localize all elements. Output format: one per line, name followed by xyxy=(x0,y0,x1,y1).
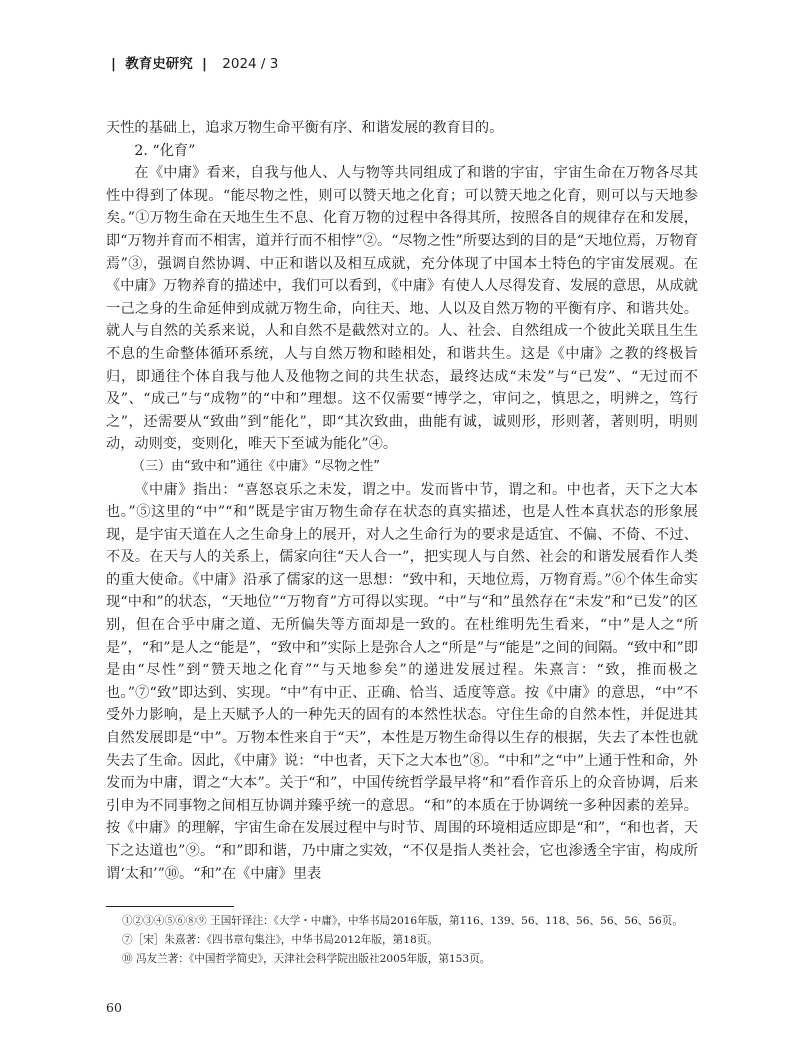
issue-number: 2024 / 3 xyxy=(222,56,279,72)
footnote: ①②③④⑤⑥⑧⑨ 王国轩译注：《大学・中庸》，中华书局2016年版，第116、139、56、118、56、56、56、56页。 xyxy=(122,915,683,927)
footnote: ⑦［宋］朱熹著：《四书章句集注》，中华书局2012年版，第18页。 xyxy=(122,934,438,946)
header-bar-right: | xyxy=(202,56,207,72)
paragraph: 《中庸》指出：“喜怒哀乐之未发，谓之中。发而皆中节，谓之和。中也者，天下之大本也。”⑤这里的“中”“和”既是宇宙万物生命存在状态的真实描述，也是人性本真状态的形象展现，是宇宙天道在人之生命身上的展开，对人之生命行为的要求是适宜、不偏、不倚、不过、不及。在天与人的关系上，儒家向往“天人合一”，把实现人与自然、社会的和谐发展看作人类的重大使命。《中庸》沿承了儒家的这一思想：“致中和，天地位焉，万物育焉。”⑥个体生命实现“中和”的状态，“天地位”“万物育”方可得以实现。“中”与“和”虽然存在“未发”和“已发”的区别，但在合乎中庸之道、无所偏失等方面却是一致的。在杜维明先生看来，“中”是人之“所是”，“和”是人之“能是”，“致中和”实际上是弥合人之“所是”与“能是”之间的间隔。“致中和”即是由“尽性”到“赞天地之化育”“与天地参矣”的递进发展过程。朱熹言：“致，推而极之也。”⑦“致”即达到、实现。“中”有中正、正确、恰当、适度等意。按《中庸》的意思，“中”不受外力影响，是上天赋予人的一种先天的固有的本然性状态。守住生命的自然本性，并促进其自然发展即是“中”。万物本性来自于“天”，本性是万物生命得以生存的根据，失去了本性也就失去了生命。因此，《中庸》说：“中也者，天下之大本也”⑧。“中和”之“中”上通于性和命，外发而为中庸，谓之“大本”。关于“和”，中国传统哲学最早将“和”看作音乐上的众音协调，后来引申为不同事物之间相互协调并臻乎统一的意思。“和”的本质在于协调统一多种因素的差异。按《中庸》的理解，宇宙生命在发展过程中与时节、周围的环境相适应即是“和”，“和也者，天下之达道也”⑨。“和”即和谐，乃中庸之实效，“不仅是指人类社会，它也渗透全宇宙，构成所谓‘太和’”⑩。“和”在《中庸》里表 xyxy=(106,481,698,882)
footnote-divider xyxy=(106,906,234,907)
journal-name: 教育史研究 xyxy=(125,56,193,72)
paragraph-continuation: 天性的基础上，追求万物生命平衡有序、和谐发展的教育目的。 xyxy=(106,120,504,136)
subsection-heading: （三）由“致中和”通往《中庸》“尽物之性” xyxy=(132,458,380,474)
page-number: 60 xyxy=(106,1000,122,1015)
footnotes xyxy=(122,912,698,969)
header-bar-left: | xyxy=(111,56,116,72)
footnote: ⑩ 冯友兰著：《中国哲学简史》，天津社会科学院出版社2005年版，第153页。 xyxy=(122,953,491,965)
paragraph: 在《中庸》看来，自我与他人、人与物等共同组成了和谐的宇宙，宇宙生命在万物各尽其性中得到了体现。“能尽物之性，则可以赞天地之化育；可以赞天地之化育，则可以与天地参矣。”①万物生命在天地生生不息、化育万物的过程中各得其所，按照各自的规律存在和发展，即“万物并育而不相害，道并行而不相悖”②。“尽物之性”所要达到的目的是“天地位焉，万物育焉”③，强调自然协调、中正和谐以及相互成就，充分体现了中国本土特色的宇宙发展观。在《中庸》万物养育的描述中，我们可以看到，《中庸》有使人人尽得发育、发展的意思，从成就一己之身的生命延伸到成就万物生命，向往天、地、人以及自然万物的平衡有序、和谐共处。就人与自然的关系来说，人和自然不是截然对立的。人、社会、自然组成一个彼此关联且生生不息的生命整体循环系统，人与自然万物和睦相处，和谐共生。这是《中庸》之教的终极旨归，即通往个体自我与他人及他物之间的共生状态，最终达成“未发”与“已发”、“无过而不及”、“成己”与“成物”的“中和”理想。这不仅需要“博学之，审问之，慎思之，明辨之，笃行之”，还需要从“致曲”到“能化”，即“其次致曲，曲能有诚，诚则形，形则著，著则明，明则动，动则变，变则化，唯天下至诚为能化”④。 xyxy=(106,165,698,453)
section-heading: 2. “化育” xyxy=(134,142,196,159)
article-body xyxy=(106,117,698,885)
running-header xyxy=(106,52,278,72)
